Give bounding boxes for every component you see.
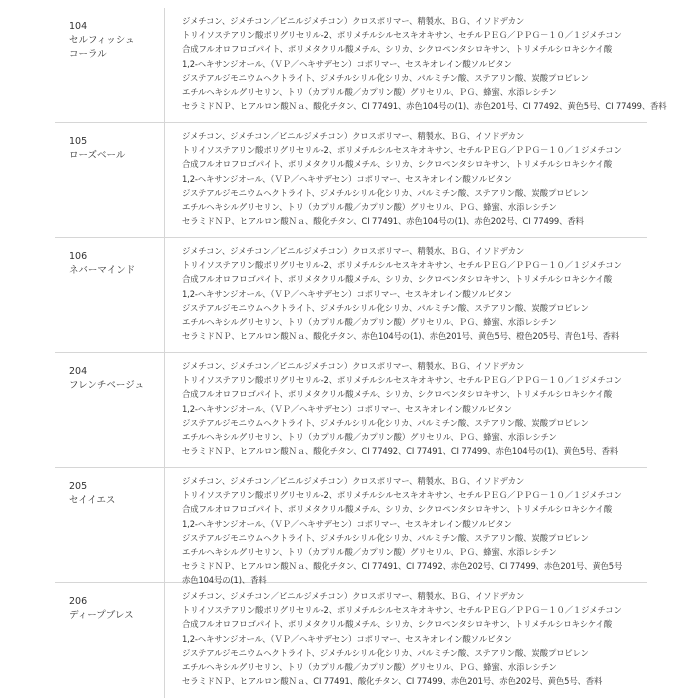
ingredient-line: エチルヘキシルグリセリン、トリ（カプリル酸／カプリン酸）グリセリル、ＰＧ、蜂蜜、水添レシチン (182, 87, 557, 98)
ingredient-line: エチルヘキシルグリセリン、トリ（カプリル酸／カプリン酸）グリセリル、ＰＧ、蜂蜜、水添レシチン (182, 662, 557, 673)
ingredient-line: ジメチコン、ジメチコン／ビニルジメチコン）クロスポリマー、精製水、ＢＧ、イソドデカン (182, 131, 525, 141)
product-number: 104 (69, 21, 88, 32)
ingredient-line: 赤色104号の(1)、香料 (182, 575, 267, 586)
product-number: 106 (69, 251, 88, 262)
ingredient-line: ジステアルジモニウムヘクトライト、ジメチルシリル化シリカ、パルミチン酸、ステアリン酸、炭酸プロピレン (182, 302, 589, 313)
ingredient-line: ジステアルジモニウムヘクトライト、ジメチルシリル化シリカ、パルミチン酸、ステアリン酸、炭酸プロピレン (182, 187, 589, 198)
ingredient-line: 合成フルオロフロゴパイト、ポリメタクリル酸メチル、シリカ、シクロペンタシロキサン、トリメチルシロキシケイ酸 (182, 619, 612, 630)
ingredient-line: 1,2-ヘキサンジオール、（ＶＰ／ヘキサデセン）コポリマー、セスキオレイン酸ソルビタン (182, 58, 512, 69)
product-name: フレンチベージュ (69, 380, 145, 391)
ingredient-line: セラミドＮＰ、ヒアルロン酸Ｎａ、CI 77491、酸化チタン、CI 77499、赤色201号、赤色202号、黄色5号、香料 (182, 676, 603, 687)
ingredient-line: ジステアルジモニウムヘクトライト、ジメチルシリル化シリカ、パルミチン酸、ステアリン酸、炭酸プロピレン (182, 417, 589, 428)
product-label-cell (55, 8, 165, 122)
ingredients-cell (165, 238, 647, 352)
ingredient-line: ジメチコン、ジメチコン／ビニルジメチコン）クロスポリマー、精製水、ＢＧ、イソドデカン (182, 591, 525, 601)
ingredient-line: エチルヘキシルグリセリン、トリ（カプリル酸／カプリン酸）グリセリル、ＰＧ、蜂蜜、水添レシチン (182, 317, 557, 328)
product-label-cell (55, 353, 165, 467)
ingredient-line: ジメチコン、ジメチコン／ビニルジメチコン）クロスポリマー、精製水、ＢＧ、イソドデカン (182, 361, 525, 371)
ingredient-line: トリイソステアリン酸ポリグリセリル-2、ポリメチルシルセスキオキサン、セチルＰＥＧ／ＰＰＧ－１０／１ジメチコン (182, 605, 622, 616)
product-number: 204 (69, 366, 88, 377)
ingredient-line: 合成フルオロフロゴパイト、ポリメタクリル酸メチル、シリカ、シクロペンタシロキサン、トリメチルシロキシケイ酸 (182, 159, 612, 170)
ingredient-line: 合成フルオロフロゴパイト、ポリメタクリル酸メチル、シリカ、シクロペンタシロキサン、トリメチルシロキシケイ酸 (182, 389, 612, 400)
product-name: ローズベール (69, 150, 126, 161)
product-label-cell (55, 238, 165, 352)
ingredient-line: トリイソステアリン酸ポリグリセリル-2、ポリメチルシルセスキオキサン、セチルＰＥＧ／ＰＰＧ－１０／１ジメチコン (182, 375, 622, 386)
ingredient-line: ジメチコン、ジメチコン／ビニルジメチコン）クロスポリマー、精製水、ＢＧ、イソドデカン (182, 246, 525, 256)
ingredient-line: ジステアルジモニウムヘクトライト、ジメチルシリル化シリカ、パルミチン酸、ステアリン酸、炭酸プロピレン (182, 647, 589, 658)
ingredient-line: セラミドＮＰ、ヒアルロン酸Ｎａ、酸化チタン、CI 77491、赤色104号の(1)、赤色202号、CI 77499、香料 (182, 216, 584, 227)
ingredient-line: 合成フルオロフロゴパイト、ポリメタクリル酸メチル、シリカ、シクロペンタシロキサン、トリメチルシロキシケイ酸 (182, 274, 612, 285)
ingredient-line: ジメチコン、ジメチコン／ビニルジメチコン）クロスポリマー、精製水、ＢＧ、イソドデカン (182, 476, 525, 486)
ingredient-line: エチルヘキシルグリセリン、トリ（カプリル酸／カプリン酸）グリセリル、ＰＧ、蜂蜜、水添レシチン (182, 432, 557, 443)
product-label-cell (55, 583, 165, 698)
product-name: セイイエス (69, 495, 116, 506)
ingredient-line: ジメチコン、ジメチコン／ビニルジメチコン）クロスポリマー、精製水、ＢＧ、イソドデカン (182, 16, 525, 26)
ingredient-line: セラミドＮＰ、ヒアルロン酸Ｎａ、酸化チタン、CI 77492、CI 77491、CI 77499、赤色104号の(1)、黄色5号、香料 (182, 446, 619, 457)
product-name: ディープブレス (69, 610, 134, 621)
product-row (55, 468, 647, 586)
ingredient-line: エチルヘキシルグリセリン、トリ（カプリル酸／カプリン酸）グリセリル、ＰＧ、蜂蜜、水添レシチン (182, 547, 557, 558)
ingredient-line: 合成フルオロフロゴパイト、ポリメタクリル酸メチル、シリカ、シクロペンタシロキサン、トリメチルシロキシケイ酸 (182, 44, 612, 55)
ingredient-line: エチルヘキシルグリセリン、トリ（カプリル酸／カプリン酸）グリセリル、ＰＧ、蜂蜜、水添レシチン (182, 202, 557, 213)
product-row (55, 238, 647, 353)
ingredient-line: ジステアルジモニウムヘクトライト、ジメチルシリル化シリカ、パルミチン酸、ステアリン酸、炭酸プロピレン (182, 532, 589, 543)
ingredient-line: トリイソステアリン酸ポリグリセリル-2、ポリメチルシルセスキオキサン、セチルＰＥＧ／ＰＰＧ－１０／１ジメチコン (182, 30, 622, 41)
ingredient-line: 1,2-ヘキサンジオール、（ＶＰ／ヘキサデセン）コポリマー、セスキオレイン酸ソルビタン (182, 403, 512, 414)
ingredient-line: 1,2-ヘキサンジオール、（ＶＰ／ヘキサデセン）コポリマー、セスキオレイン酸ソルビタン (182, 173, 512, 184)
ingredient-line: 1,2-ヘキサンジオール、（ＶＰ／ヘキサデセン）コポリマー、セスキオレイン酸ソルビタン (182, 288, 512, 299)
product-row (55, 583, 647, 698)
product-label-cell (55, 468, 165, 582)
ingredients-cell (165, 468, 647, 586)
product-row (55, 353, 647, 468)
product-label-cell (55, 123, 165, 237)
ingredient-line: 1,2-ヘキサンジオール、（ＶＰ／ヘキサデセン）コポリマー、セスキオレイン酸ソルビタン (182, 633, 512, 644)
ingredient-line: セラミドＮＰ、ヒアルロン酸Ｎａ、酸化チタン、CI 77491、赤色104号の(1)、赤色201号、CI 77492、黄色5号、CI 77499、香料 (182, 101, 667, 112)
ingredient-line: トリイソステアリン酸ポリグリセリル-2、ポリメチルシルセスキオキサン、セチルＰＥＧ／ＰＰＧ－１０／１ジメチコン (182, 145, 622, 156)
ingredient-line: トリイソステアリン酸ポリグリセリル-2、ポリメチルシルセスキオキサン、セチルＰＥＧ／ＰＰＧ－１０／１ジメチコン (182, 490, 622, 501)
product-number: 206 (69, 596, 88, 607)
ingredients-cell (165, 8, 667, 122)
ingredient-line: セラミドＮＰ、ヒアルロン酸Ｎａ、酸化チタン、CI 77491、CI 77492、赤色202号、CI 77499、赤色201号、黄色5号 (182, 561, 623, 572)
product-row (55, 8, 667, 123)
product-number: 105 (69, 136, 88, 147)
product-number: 205 (69, 481, 88, 492)
product-name: セルフィッシュ (69, 35, 135, 46)
ingredients-cell (165, 123, 647, 237)
ingredients-table (55, 8, 667, 698)
ingredient-line: ジステアルジモニウムヘクトライト、ジメチルシリル化シリカ、パルミチン酸、ステアリン酸、炭酸プロピレン (182, 72, 589, 83)
product-name: コーラル (69, 49, 107, 60)
ingredients-cell (165, 353, 647, 467)
ingredient-line: 合成フルオロフロゴパイト、ポリメタクリル酸メチル、シリカ、シクロペンタシロキサン、トリメチルシロキシケイ酸 (182, 504, 612, 515)
product-name: ネバーマインド (69, 265, 136, 276)
ingredient-line: 1,2-ヘキサンジオール、（ＶＰ／ヘキサデセン）コポリマー、セスキオレイン酸ソルビタン (182, 518, 512, 529)
ingredient-line: セラミドＮＰ、ヒアルロン酸Ｎａ、酸化チタン、赤色104号の(1)、赤色201号、黄色5号、橙色205号、青色1号、香料 (182, 331, 620, 342)
ingredient-line: トリイソステアリン酸ポリグリセリル-2、ポリメチルシルセスキオキサン、セチルＰＥＧ／ＰＰＧ－１０／１ジメチコン (182, 260, 622, 271)
product-row (55, 123, 647, 238)
ingredients-cell (165, 583, 647, 698)
